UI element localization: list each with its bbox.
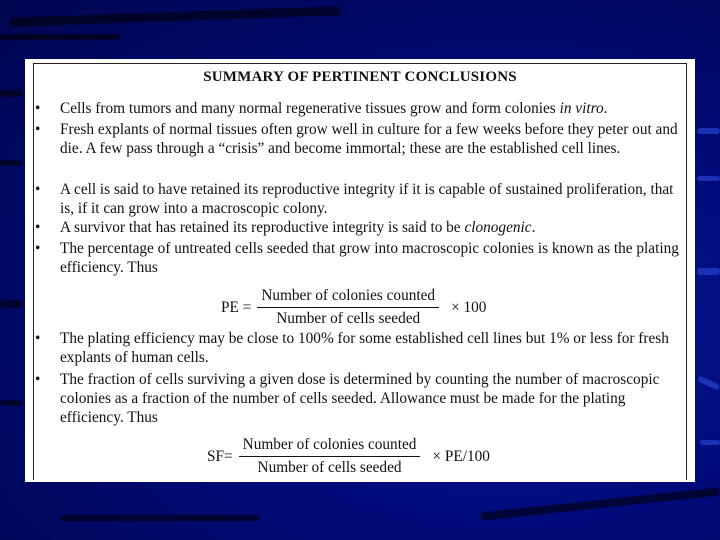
bullet-text: A survivor that has retained its reproductive integrity is said to be clonogenic. — [60, 219, 536, 236]
background-streak — [60, 515, 260, 521]
bullet-item — [35, 99, 683, 118]
background-streak — [0, 160, 22, 166]
bullet-text: The fraction of cells surviving a given dose is determined by counting the number of macroscopic colonies as a fraction of the number of cells seeded. Allowance must be made for the plating efficiency. Thus — [60, 371, 660, 426]
bullet-marker: • — [35, 100, 41, 117]
background-streak — [697, 375, 720, 390]
slide-heading: SUMMARY OF PERTINENT CONCLUSIONS — [203, 69, 517, 85]
formula-fraction — [257, 287, 439, 328]
formula-lhs: PE = — [221, 298, 252, 316]
background-streak — [697, 128, 720, 134]
background-streak — [480, 487, 720, 520]
bullet-item — [35, 239, 683, 277]
background-streak — [700, 440, 720, 445]
bullet-marker: • — [35, 181, 41, 198]
formula-lhs: SF= — [207, 447, 233, 465]
bullet-item — [35, 120, 683, 158]
bullet-marker: • — [35, 371, 41, 388]
bullet-item — [35, 180, 683, 218]
bullet-marker: • — [35, 330, 41, 347]
background-streak — [0, 34, 120, 40]
surviving-fraction-formula — [207, 436, 490, 477]
formula-multiplier: × 100 — [451, 298, 487, 316]
background-streak — [0, 300, 22, 308]
slide-card — [25, 59, 695, 482]
formula-multiplier: × PE/100 — [432, 447, 490, 465]
bullet-item — [35, 329, 683, 367]
formula-numerator: Number of colonies counted — [239, 436, 421, 457]
bullet-text: The plating efficiency may be close to 100% for some established cell lines but 1% or less for fresh explants of human cells. — [60, 330, 669, 366]
bullet-text: Cells from tumors and many normal regenerative tissues grow and form colonies in vitro. — [60, 100, 608, 117]
bullet-item — [35, 370, 683, 427]
formula-numerator: Number of colonies counted — [257, 287, 439, 308]
bullet-text: A cell is said to have retained its reproductive integrity if it is capable of sustained proliferation, that is, if it can grow into a macroscopic colony. — [60, 181, 674, 217]
background-streak — [697, 176, 720, 181]
bullet-item — [35, 218, 683, 237]
bullet-text: The percentage of untreated cells seeded that grow into macroscopic colonies is known as the plating efficiency. Thus — [60, 240, 679, 276]
formula-fraction — [239, 436, 421, 477]
bullet-marker: • — [35, 121, 41, 138]
background-streak — [697, 268, 720, 275]
background-streak — [10, 6, 340, 27]
formula-denominator: Number of cells seeded — [257, 459, 402, 476]
background-streak — [0, 90, 22, 97]
bullet-marker: • — [35, 219, 41, 236]
background-streak — [0, 400, 22, 406]
formula-denominator: Number of cells seeded — [276, 310, 421, 327]
bullet-marker: • — [35, 240, 41, 257]
plating-efficiency-formula — [221, 287, 486, 328]
bullet-text: Fresh explants of normal tissues often grow well in culture for a few weeks before they peter out and die. A few pass through a “crisis” and become immortal; these are the established cell lines. — [60, 121, 678, 157]
